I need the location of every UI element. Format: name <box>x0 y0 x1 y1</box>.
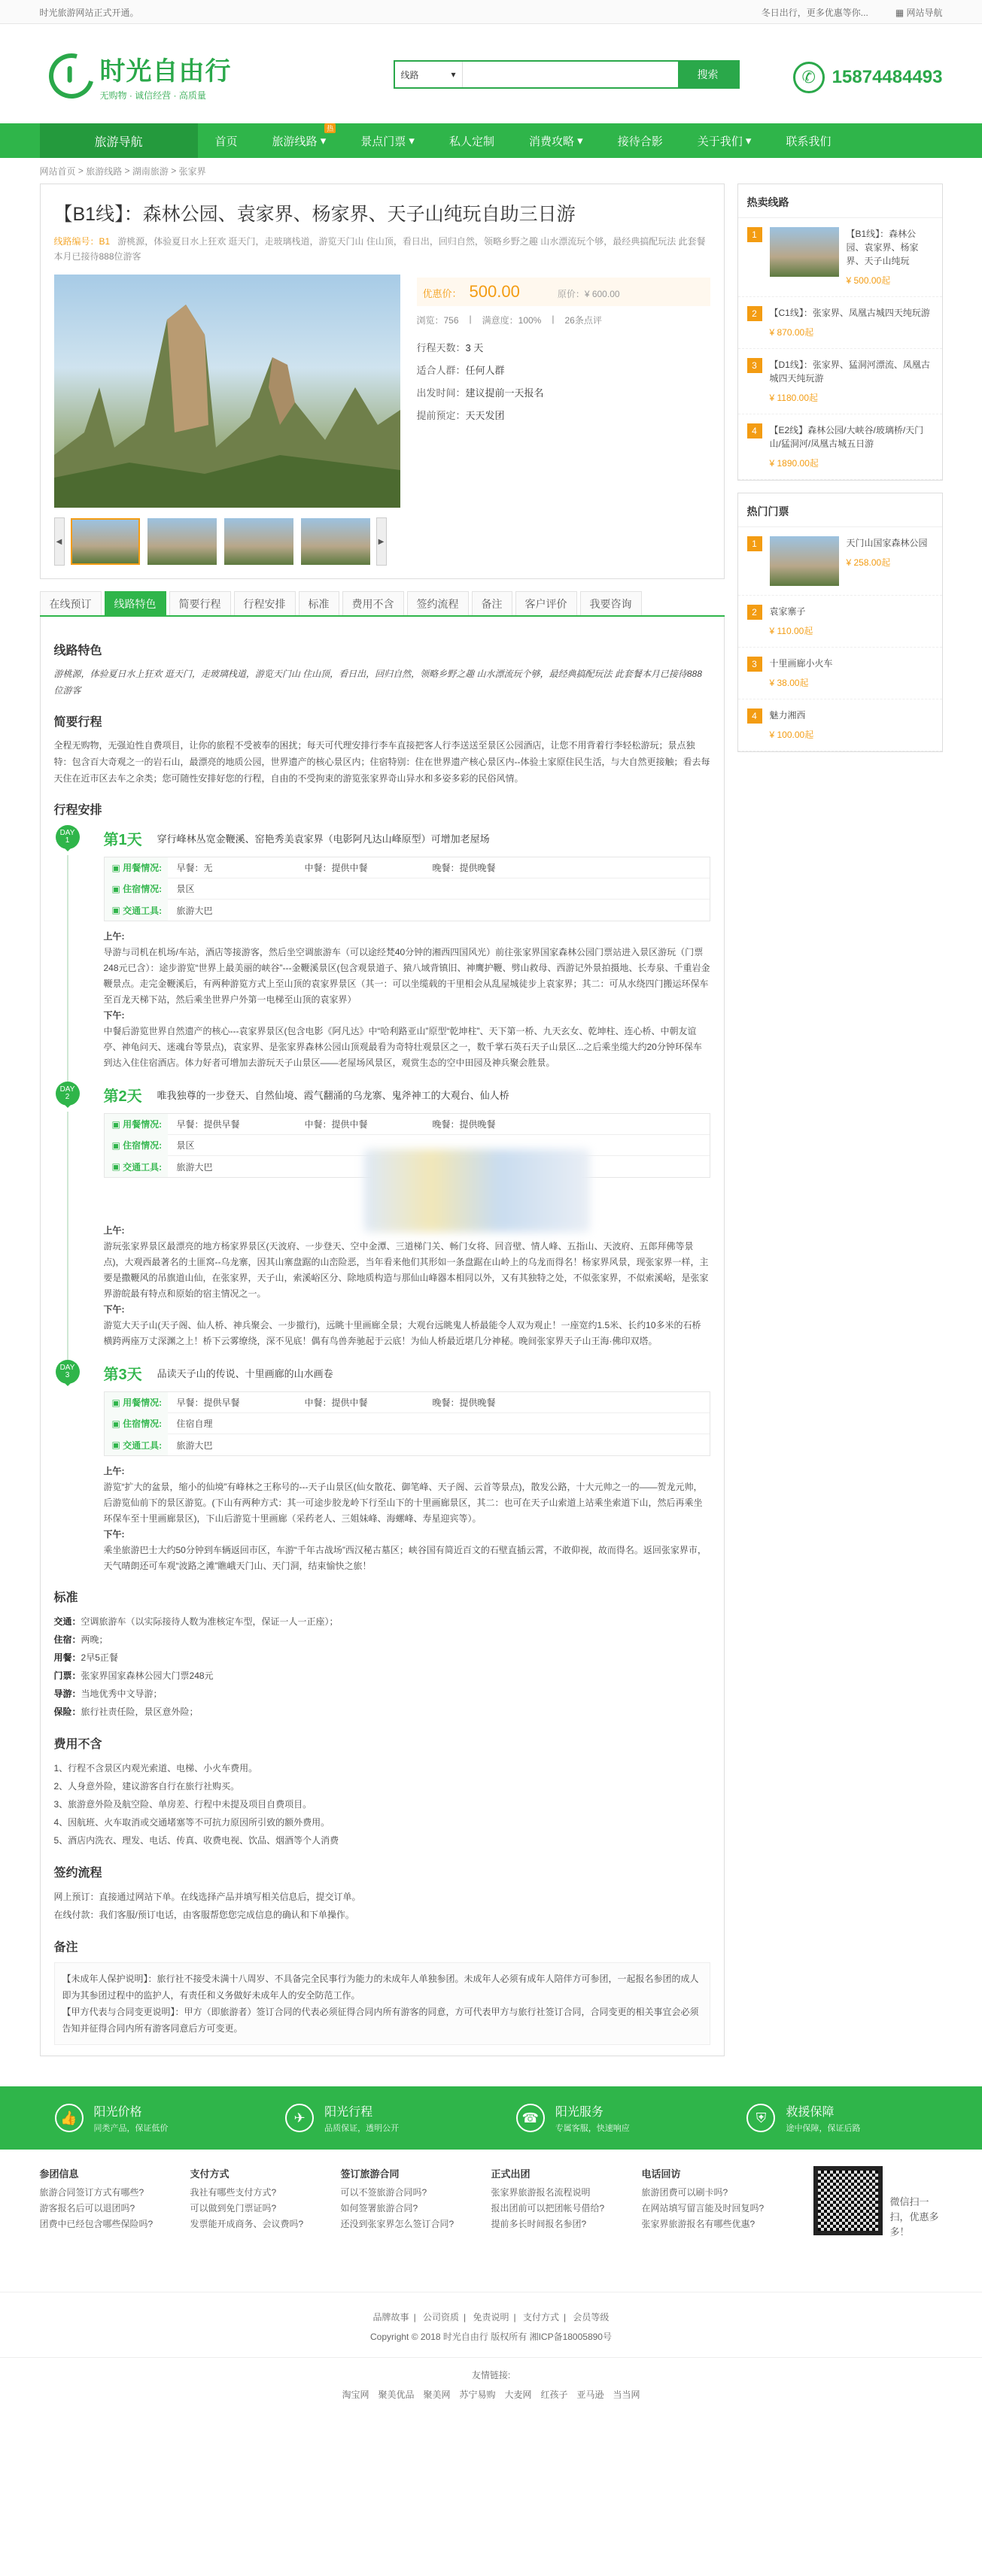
topbar-slogan: 冬日出行，更多优惠等你... <box>761 7 868 18</box>
service-icon: ☎ <box>516 2104 545 2132</box>
notice-text: 时光旅游网站正式开通。 <box>39 7 139 18</box>
list-item[interactable]: 1 天门山国家森林公园 ¥ 258.00起 <box>738 527 942 596</box>
footer-features <box>0 2086 982 2150</box>
meal-label: ▣ 用餐情况: <box>105 1392 168 1413</box>
nav-item-contact[interactable]: 联系我们 <box>786 135 832 148</box>
list-item[interactable]: 3 十里画廊小火车 ¥ 38.00起 <box>738 648 942 699</box>
day-badge: DAY 3 <box>56 1360 80 1384</box>
thumb-prev-button[interactable]: ◀ <box>54 517 65 566</box>
breadcrumb-hunan[interactable]: 湖南旅游 <box>132 165 169 177</box>
tab-exclude[interactable]: 费用不含 <box>342 591 404 615</box>
feature-item: ⛨ 救援保障 途中保障，保证后路 <box>731 2102 942 2134</box>
search-type-select[interactable]: 线路 ▾ <box>395 62 463 87</box>
tab-consult[interactable]: 我要咨询 <box>580 591 642 615</box>
thumbnail <box>770 536 839 586</box>
process-list: 网上预订：直接通过网站下单。在线选择产品并填写相关信息后，提交订单。 在线付款：我们客服/预订电话，由客服帮您您完成信息的确认和下单操作。 <box>53 1892 361 1920</box>
meal-label: ▣ 用餐情况: <box>105 1114 168 1135</box>
day-table: ▣ 用餐情况: 早餐：提供早餐 中餐：提供中餐 晚餐：提供晚餐 ▣ 住宿情况: 住宿自理 ▣ 交通工具: 旅游大巴 <box>104 1391 710 1456</box>
info-row: 提前预定：天天发团 <box>416 410 505 421</box>
shield-icon: ⛨ <box>746 2104 775 2132</box>
footer-bottom: 品牌故事 | 公司资质 | 免责说明 | 支付方式 | 会员等级 Copyright © 2018 时光自由行 版权所有 湘ICP备18005890号 友情链接: 淘宝网 聚美优品 聚美网 苏宁易购 大麦网 红孩子 亚马逊 当当网 <box>0 2292 982 2405</box>
hotel-label: ▣ 住宿情况: <box>105 878 168 900</box>
panel-title: 热门门票 <box>738 493 942 527</box>
search-input[interactable] <box>463 62 678 87</box>
day-desc: 穿行峰林丛宽金鞭溪、窑艳秀美袁家界（电影阿凡达山峰原型）可增加老屋场 <box>157 833 490 845</box>
footer-col: 电话回访 旅游团费可以刷卡吗? 在网站填写留言能及时回复吗? 张家界旅游报名有哪些优惠? <box>641 2168 765 2229</box>
thumbnail[interactable] <box>71 518 140 565</box>
tab-schedule[interactable]: 行程安排 <box>234 591 296 615</box>
list-item[interactable]: 4 魅力湘西 ¥ 100.00起 <box>738 699 942 751</box>
day-text: 上午: 游玩张家界景区最漂亮的地方杨家界景区(天波府、一步登天、空中金潭、三道梯门关、畅门女将、回音壁、情人峰、五指山、天波府、五郎拜佛等景点)，大观西最著名的土匪窝--乌龙寨，因其山寨盘踞的山峦险恶，当年看来他们其形如一条盘踞在山岭上的乌龙而得名！杨家界风景，现张家界一样，主要是撒鞭风的吊旗道山仙，在张家界，天子山，索溪峪区分、除地质构造与那仙山峰器本相同以外，又有其独特之处，不似张家界，不似索溪峪，是张家界游皖最有特点和原始的宿主情况之一。 下午: 游览大天子山(天子阁、仙人桥、神兵聚会、一步撤行)，远眺十里画廊全景；大观台远眺鬼人桥最能令人双为观止！一座宽约1.5米、长约10多米的石桥横跨两座万丈深渊之上！桥下云雾缭绕，深不见底！偶有鸟兽奔驰起于云底！为仙人桥最近堪几分神秘。晚间张家界天子山王海·佛印双塔。 <box>103 1225 709 1346</box>
traffic-label: ▣ 交通工具: <box>105 1434 168 1455</box>
logo-name: 时光自由行 <box>99 57 232 86</box>
product-stats: 浏览：756 | 满意度：100% | 26条点评 <box>416 314 602 326</box>
schedule-days <box>56 825 710 1574</box>
section-title: 费用不含 <box>53 1738 102 1751</box>
section-title: 简要行程 <box>53 716 102 729</box>
section-title: 签约流程 <box>53 1867 102 1880</box>
bus-icon: ▣ <box>111 905 123 915</box>
day-badge: DAY 1 <box>56 825 80 849</box>
feature-item: 👍 阳光价格 同类产品，保证低价 <box>40 2102 251 2134</box>
nav-item-about[interactable]: 关于我们 ▾ <box>697 135 752 148</box>
tab-features[interactable]: 线路特色 <box>105 591 166 615</box>
nav-item-routes[interactable]: 旅游线路 ▾ 热 <box>255 123 344 158</box>
nav-item-photos[interactable]: 接待合影 <box>617 135 663 148</box>
hot-routes-panel <box>737 184 943 481</box>
phone-contact <box>793 62 943 93</box>
mountain-illustration <box>54 275 400 508</box>
phone-number: 15874484493 <box>832 67 943 87</box>
traffic-label: ▣ 交通工具: <box>105 1156 168 1177</box>
tab-brief[interactable]: 简要行程 <box>169 591 231 615</box>
breadcrumb-home[interactable]: 网站首页 <box>39 165 76 177</box>
footer-col: 签订旅游合同 可以不签旅游合同吗? 如何签署旅游合同? 还没到张家界怎么签订合同? <box>340 2168 455 2229</box>
breadcrumb-zjj[interactable]: 张家界 <box>178 165 206 177</box>
hotel-label: ▣ 住宿情况: <box>105 1135 168 1156</box>
nav-item-tickets[interactable]: 景点门票 ▾ <box>360 135 415 148</box>
copyright: Copyright © 2018 时光自由行 版权所有 湘ICP备18005890号 <box>370 2332 612 2342</box>
bed-icon: ▣ <box>111 1139 123 1151</box>
info-row: 行程天数：3 天 <box>416 342 484 353</box>
nav-item-custom[interactable]: 私人定制 <box>448 135 494 148</box>
exclude-list: 1、行程不含景区内观光索道、电梯、小火车费用。 2、人身意外险，建议游客自行在旅行社购买。 3、旅游意外险及航空险、单房差、行程中未提及项目自费项目。 4、因航班、火车取消或交通堵塞等不可抗力原因所引致的额外费用。 5、酒店内洗衣、理发、电话、传真、收费电视、饮品、烟酒等个人消费 <box>53 1763 339 1846</box>
standard-list: 交通：空调旅游车（以实际接待人数为准核定车型，保证一人一正座）； 住宿：两晚； 用餐：2早5正餐 门票：张家界国家森林公园大门票248元 导游：当地优秀中文导游； 保险：旅行社责任险，景区意外险； <box>53 1616 339 1717</box>
price-value: 500.00 <box>469 282 520 301</box>
product-summary: 线路编号：B1 游桃源，体验夏日水上狂欢 逛天门，走玻璃栈道，游览天门山 住山顶，看日出，回归自然，领略乡野之趣 山水漂流玩个够，最经典搞配玩法 此套餐本月已接待888位游客 <box>53 236 706 262</box>
day-block <box>56 1360 710 1574</box>
footer-col: 支付方式 我社有哪些支付方式? 可以做到免门票证吗? 发票能开成商务、会议费吗? <box>190 2168 304 2229</box>
meal-label: ▣ 用餐情况: <box>105 857 168 878</box>
thumb-icon: 👍 <box>55 2104 84 2132</box>
tab-standard[interactable]: 标准 <box>299 591 339 615</box>
day-desc: 唯我独尊的一步登天、自然仙境、霞气翻涌的乌龙寨、鬼斧神工的大观台、仙人桥 <box>157 1089 509 1101</box>
day-table: ▣ 用餐情况: 早餐：提供早餐 中餐：提供中餐 晚餐：提供晚餐 ▣ 住宿情况: 景区 ▣ 交通工具: 旅游大巴 <box>104 1113 710 1178</box>
thumb-next-button[interactable]: ▶ <box>376 517 387 566</box>
footer-links <box>0 2150 982 2292</box>
detail-content <box>40 617 725 2056</box>
section-title: 行程安排 <box>53 804 102 817</box>
tab-reviews[interactable]: 客户评价 <box>515 591 577 615</box>
header <box>0 24 982 123</box>
product-info <box>417 275 710 566</box>
list-item[interactable]: 1 【B1线】：森林公园、袁家界、杨家界、天子山纯玩 ¥ 500.00起 <box>738 218 942 297</box>
list-item[interactable]: 2 【C1线】：张家界、凤凰古城四天纯玩游 ¥ 870.00起 <box>738 297 942 349</box>
list-item[interactable]: 3 【D1线】：张家界、猛洞河漂流、凤凰古城四天纯玩游 ¥ 1180.00起 <box>738 349 942 414</box>
section-title: 线路特色 <box>53 645 102 657</box>
bed-icon: ▣ <box>111 883 123 894</box>
bed-icon: ▣ <box>111 1418 123 1429</box>
meal-icon: ▣ <box>111 862 123 873</box>
thumbnail[interactable] <box>147 518 217 565</box>
main-photo <box>54 275 400 508</box>
list-item[interactable]: 2 袁家寨子 ¥ 110.00起 <box>738 596 942 648</box>
image-gallery <box>54 275 400 566</box>
top-bar <box>0 0 982 24</box>
remark-box: 【未成年人保护说明】：旅行社不接受未满十八周岁、不具备完全民事行为能力的未成年人单独参团。未成年人必须有成年人陪伴方可参团，一起报名参团的成人即为其参团过程中的监护人，有责任和义务做好未成年人的安全防范工作。 【甲方代表与合同变更说明】：甲方（即旅游者）签订合同的代表必须征得合同内所有游客的同意，方可代表甲方与旅行社签订合同，合同变更的相关事宜会必须告知并征得合同内所有游客同意后方可变更。 <box>54 1962 710 2045</box>
grid-icon: ▦ <box>895 7 907 18</box>
bus-icon: ▣ <box>111 1440 123 1450</box>
feature-item: ☎ 阳光服务 专属客服，快速响应 <box>501 2102 712 2134</box>
market-price: ¥ 600.00 <box>584 289 620 299</box>
day-block <box>56 825 710 1071</box>
hot-badge: 热 <box>324 123 336 133</box>
category-nav[interactable]: 旅游导航 <box>40 123 198 158</box>
qr-caption: 微信扫一扫，优惠多多！ <box>889 2196 939 2238</box>
chevron-down-icon: ▾ <box>451 69 456 80</box>
logo-slogan: 无购物 · 诚信经营 · 高质量 <box>99 90 206 101</box>
hot-tickets-panel <box>737 493 943 752</box>
day-desc: 品读天子山的传说、十里画廊的山水画卷 <box>157 1367 333 1379</box>
search-button[interactable]: 搜索 <box>678 62 738 87</box>
brief-text: 全程无购物，无强迫性自费项目，让你的旅程不受被奉的困扰；每天可代理安排行李车直接把客人行李送送至景区公园酒店，让您不用背着行李轻松游玩；景点独特：包含百大奇观之一的岩石山，最漂亮的地质公园，世界遗产的核心景区内；住宿特别：住在世界遗产核心景区内--体验土家原住民生活，与大自然更接触；看去每天住在近市区去车之余类；您可随性安排好您的行程，自由的不受拘束的游览张家界奇山异水和多姿多彩的民俗风情。 <box>53 740 710 784</box>
list-item[interactable]: 4 【E2线】森林公园/大峡谷/玻璃桥/天门山/猛洞河/凤凰古城五日游 ¥ 1890.00起 <box>738 414 942 480</box>
search-bar <box>394 60 740 89</box>
thumbnail[interactable] <box>301 518 370 565</box>
meal-icon: ▣ <box>111 1397 123 1408</box>
price-box: 优惠价： 500.00 原价：¥ 600.00 <box>417 278 710 306</box>
thumbnail-strip <box>54 517 400 566</box>
footer-col: 参团信息 旅游合同签订方式有哪些? 游客报名后可以退团吗? 团费中已经包含哪些保险吗? <box>39 2168 154 2229</box>
day-badge: DAY 2 <box>56 1082 80 1106</box>
nav-item-guide[interactable]: 消费攻略 ▾ <box>528 135 583 148</box>
feature-item: ✈ 阳光行程 品质保证，透明公开 <box>270 2102 481 2134</box>
blurred-image <box>364 1149 590 1232</box>
hotel-label: ▣ 住宿情况: <box>105 1413 168 1434</box>
day-text: 上午: 游览“扩大的盆景，缩小的仙境”有峰林之王称号的---天子山景区(仙女散花、御笔峰、天子阁、云首等景点)，散发公路，十大元帅之一的——贺龙元帅，后游览仙前下的景区游览。(下山有两种方式：其一可途步胶龙岭下行至山下的十里画廊景区，其二：也可在天子山索道上站乘坐索道下山，然后再乘坐环保车至十里画廊景区)，下山后游览十里画廊（采药老人、三姐妹峰、海螺峰、寿星迎宾等）。 下午: 乘坐旅游巴士大约50分钟到车辆返回市区，车游“千年古战场”西汉秘古墓区；峡谷国有简近百文的石壁直插云霄，不敢仰视，故而得名。返回张家界市，天气晴朗还可车观“波路之滩”瞧峨天门山、天门洞，结束愉快之旅！ <box>103 1466 707 1571</box>
breadcrumb-routes[interactable]: 旅游线路 <box>86 165 123 177</box>
friend-links: 友情链接: 淘宝网 聚美优品 聚美网 苏宁易购 大麦网 红孩子 亚马逊 当当网 <box>0 2357 982 2405</box>
product-title: 【B1线】：森林公园、袁家界、杨家界、天子山纯玩自助三日游 <box>53 204 576 225</box>
tab-process[interactable]: 签约流程 <box>407 591 469 615</box>
section-title: 标准 <box>53 1591 78 1604</box>
sitemap-link[interactable]: ▦ 网站导航 <box>895 7 943 18</box>
info-row: 适合人群：任何人群 <box>416 365 505 376</box>
logo[interactable] <box>49 50 232 102</box>
thumbnail[interactable] <box>224 518 293 565</box>
section-title: 备注 <box>53 1941 78 1954</box>
bus-icon: ▣ <box>111 1161 123 1172</box>
plane-icon: ✈ <box>285 2104 314 2132</box>
traffic-label: ▣ 交通工具: <box>105 900 168 921</box>
footer-col: 正式出团 张家界旅游报名流程说明 报出团前可以把团帐号借给? 提前多长时间报名参团? <box>491 2168 605 2229</box>
tab-remark[interactable]: 备注 <box>472 591 512 615</box>
meal-icon: ▣ <box>111 1118 123 1130</box>
day-block <box>56 1082 710 1349</box>
features-text: 游桃源，体验夏日水上狂欢 逛天门，走玻璃栈道，游览天门山 住山顶，看日出，回归自然，领略乡野之趣 山水漂流玩个够，最经典搞配玩法 此套餐本月已接待888位游客 <box>53 669 702 696</box>
qr-code <box>813 2166 883 2235</box>
product-box <box>40 184 725 579</box>
main-nav <box>0 123 982 158</box>
day-table: ▣ 用餐情况: 早餐：无 中餐：提供中餐 晚餐：提供晚餐 ▣ 住宿情况: 景区 ▣ 交通工具: 旅游大巴 <box>104 857 710 921</box>
day-title: 第1天 <box>103 831 142 848</box>
clock-logo-icon <box>41 45 102 107</box>
phone-icon: ✆ <box>793 62 825 93</box>
day-text: 上午: 导游与司机在机场/车站，酒店等接游客，然后坐空调旅游车（可以途经梵40分钟的湘西四国风光）前往张家界国家森林公园门票站进入景区游玩（门票248元已含）：途步游览“世界上最美丽的峡谷”---金鞭溪景区(包含观景道子、猿八域背镇旧、神鹰护鞭、劈山救母、西游记外景拍摄地、长寿泉、千重岩金鞭景点。走完金鞭溪后，有两种游览方式上至山顶的袁家界景区（其一：可以坐缆载的干里相会从乱屋城徒步上袁家界；其二：可从水绕四门搬运环保车至百龙天梯下站，然后乘坐世界户外第一电梯至山顶的袁家界） 下午: 中餐后游览世界自然遗产的核心---袁家界景区(包含电影《阿凡达》中“哈利路亚山”原型“乾坤柱”、天下第一桥、九天玄女、乾坤柱、连心桥、中朝友谊亭、神龟问天、迷魂台等景点)，袁家界、是张家界森林公园山顶观最看为奇特壮观景区之一，数千掌石英石天子山景区...之后乘坐缆大约20分钟环保车到达入住住宿酒店。体力好者可增加去游玩天子山景区——老屋场风景区，观赏生态的空中田园及神兵聚会胜景。 <box>103 931 710 1068</box>
tab-booking[interactable]: 在线预订 <box>40 591 102 615</box>
info-row: 出发时间：建议提前一天报名 <box>416 387 544 399</box>
breadcrumb: 网站首页 > 旅游线路 > 湖南旅游 > 张家界 <box>39 165 206 177</box>
thumbnail <box>770 227 839 277</box>
day-title: 第3天 <box>103 1366 142 1383</box>
detail-tabs <box>40 591 725 617</box>
nav-item-home[interactable]: 首页 <box>214 135 238 148</box>
panel-title: 热卖线路 <box>738 184 942 218</box>
day-title: 第2天 <box>103 1088 142 1105</box>
